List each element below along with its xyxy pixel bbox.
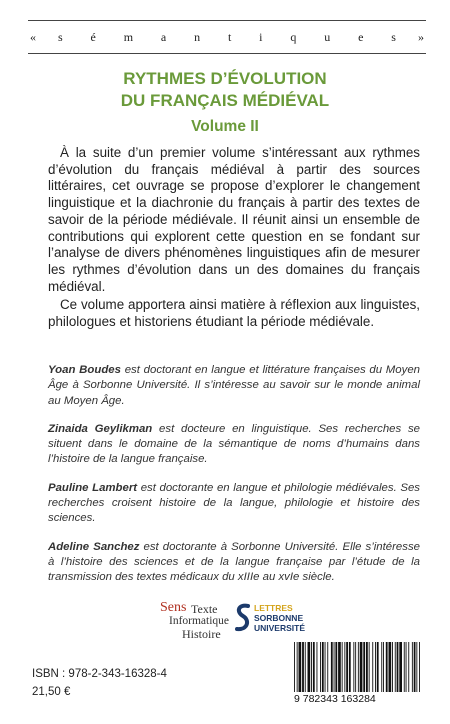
barcode-bar — [297, 642, 298, 692]
barcode-bar — [342, 642, 343, 692]
collection-logo — [160, 600, 230, 640]
author-bio — [48, 540, 420, 586]
author-name: Adeline Sanchez — [48, 540, 140, 553]
barcode-bar — [406, 642, 407, 692]
author-name: Yoan Boudes — [48, 364, 121, 376]
series-letter: s — [391, 30, 396, 44]
author-bios — [48, 363, 420, 599]
series-letter: m — [123, 30, 134, 44]
barcode-bar — [322, 642, 324, 692]
barcode-bar — [366, 642, 368, 692]
series-letter: u — [324, 30, 331, 44]
barcode-bar — [363, 642, 365, 692]
barcode-bar — [404, 642, 405, 692]
barcode-bar — [389, 642, 392, 692]
author-bio-text: est doctorant en langue et littérature françaises du Moyen Âge à Sorbonne Université. Il s’intéresse au savoir sur le monde animal au Moyen Âge. — [48, 364, 420, 407]
barcode-bar — [419, 642, 420, 692]
series-letter: i — [259, 30, 263, 44]
barcode-bar — [414, 642, 416, 692]
barcode-bar — [377, 642, 379, 692]
author-bio — [48, 481, 420, 527]
title-line-2: DU FRANÇAIS MÉDIÉVAL — [120, 91, 330, 110]
collection-logo-histoire: Histoire — [182, 627, 221, 641]
barcode-bar — [416, 642, 417, 692]
barcode-bar — [375, 642, 376, 692]
series-letter: t — [227, 30, 232, 44]
barcode-bar — [311, 642, 312, 692]
barcode — [290, 642, 424, 708]
summary-paragraph-2: Ce volume apportera ainsi matière à réflexion aux linguistes, philologues et historiens étudiant la période médiévale. — [48, 297, 420, 330]
barcode-bar — [325, 642, 326, 692]
price: 21,50 € — [32, 686, 71, 698]
summary-paragraph-1: À la suite d’un premier volume s’intéressant aux rythmes d’évolution du français médiéval à partir des sources littéraires, cet ouvrage se propose d’explorer le changement linguistique et la diachronie du français à partir des textes de savoir de la période médiévale. Il réunit ainsi un ensemble de contributions qui explorent cette question en se fondant sur l’analyse de divers phénomènes linguistiques afin de mesurer les rythmes d’évolution dans un des domaines du français médiéval. — [48, 145, 420, 294]
barcode-bar — [344, 642, 345, 692]
barcode-bars — [290, 642, 424, 694]
author-bio-text: est docteure en linguistique. Ses recherches se situent dans le domaine de la sémantique de noms d’humains dans l’histoire de la langue française. — [48, 422, 420, 466]
barcode-bar — [308, 642, 311, 692]
isbn: ISBN : 978-2-343-16328-4 — [32, 668, 167, 680]
barcode-bar — [358, 642, 359, 692]
barcode-bar — [294, 642, 295, 692]
series-close-quote: » — [418, 30, 424, 44]
title-line-1: RYTHMES D’ÉVOLUTION — [123, 69, 327, 88]
collection-logo-informatique: Informatique — [169, 615, 230, 627]
author-bio — [48, 363, 420, 409]
series-letter: q — [290, 30, 297, 44]
series-name — [58, 30, 396, 45]
barcode-number: 9 782343 163284 — [294, 693, 376, 705]
barcode-bar — [408, 642, 409, 692]
barcode-bar — [383, 642, 384, 692]
series-letter: e — [358, 30, 364, 44]
barcode-bar — [412, 642, 413, 692]
series-open-quote: « — [30, 30, 36, 44]
barcode-bar — [355, 642, 356, 692]
collection-logo-texte: Texte — [191, 602, 218, 616]
barcode-bar — [349, 642, 351, 692]
barcode-bar — [353, 642, 354, 692]
author-name: Pauline Lambert — [48, 481, 138, 494]
sorbonne-logo-lettres: LETTRES — [254, 603, 293, 613]
barcode-bar — [334, 642, 335, 692]
barcode-bar — [346, 642, 348, 692]
barcode-bar — [397, 642, 399, 692]
collection-logo-sens: Sens — [160, 600, 187, 615]
sorbonne-logo — [234, 602, 314, 642]
series-letter: n — [194, 30, 201, 44]
barcode-bar — [305, 642, 306, 692]
barcode-bar — [381, 642, 382, 692]
barcode-bar — [386, 642, 388, 692]
sorbonne-s-icon — [234, 602, 252, 634]
sorbonne-logo-sorbonne: SORBONNE — [254, 613, 304, 623]
book-title — [0, 68, 450, 112]
series-letter: é — [90, 30, 96, 44]
barcode-bar — [392, 642, 393, 692]
barcode-bar — [369, 642, 370, 692]
barcode-bar — [313, 642, 315, 692]
series-banner — [28, 20, 426, 54]
series-letter: s — [58, 30, 63, 44]
author-bio-text: est doctorante à Sorbonne Université. Elle s’intéresse à l’histoire des sciences et de la langue française par l’étude de la transmission des textes médicaux du xIIIe au xvIe siècle. — [48, 540, 420, 584]
barcode-bar — [360, 642, 363, 692]
author-bio — [48, 422, 420, 468]
barcode-bar — [331, 642, 333, 692]
barcode-bar — [327, 642, 328, 692]
barcode-bar — [338, 642, 341, 692]
barcode-bar — [320, 642, 321, 692]
author-bio-text: est doctorante en langue et philologie médiévales. Ses recherches croisent histoire de la langue, philologie et histoire des sciences. — [48, 481, 420, 525]
barcode-bar — [335, 642, 337, 692]
series-letter: a — [160, 30, 167, 44]
barcode-bar — [302, 642, 304, 692]
summary — [48, 145, 420, 333]
barcode-bar — [299, 642, 302, 692]
barcode-bar — [317, 642, 318, 692]
sorbonne-logo-universite: UNIVERSITÉ — [254, 623, 306, 633]
author-name: Zinaida Geylikman — [48, 422, 153, 435]
barcode-bar — [372, 642, 373, 692]
barcode-bar — [395, 642, 396, 692]
barcode-bar — [399, 642, 402, 692]
volume-label: Volume II — [191, 118, 259, 135]
